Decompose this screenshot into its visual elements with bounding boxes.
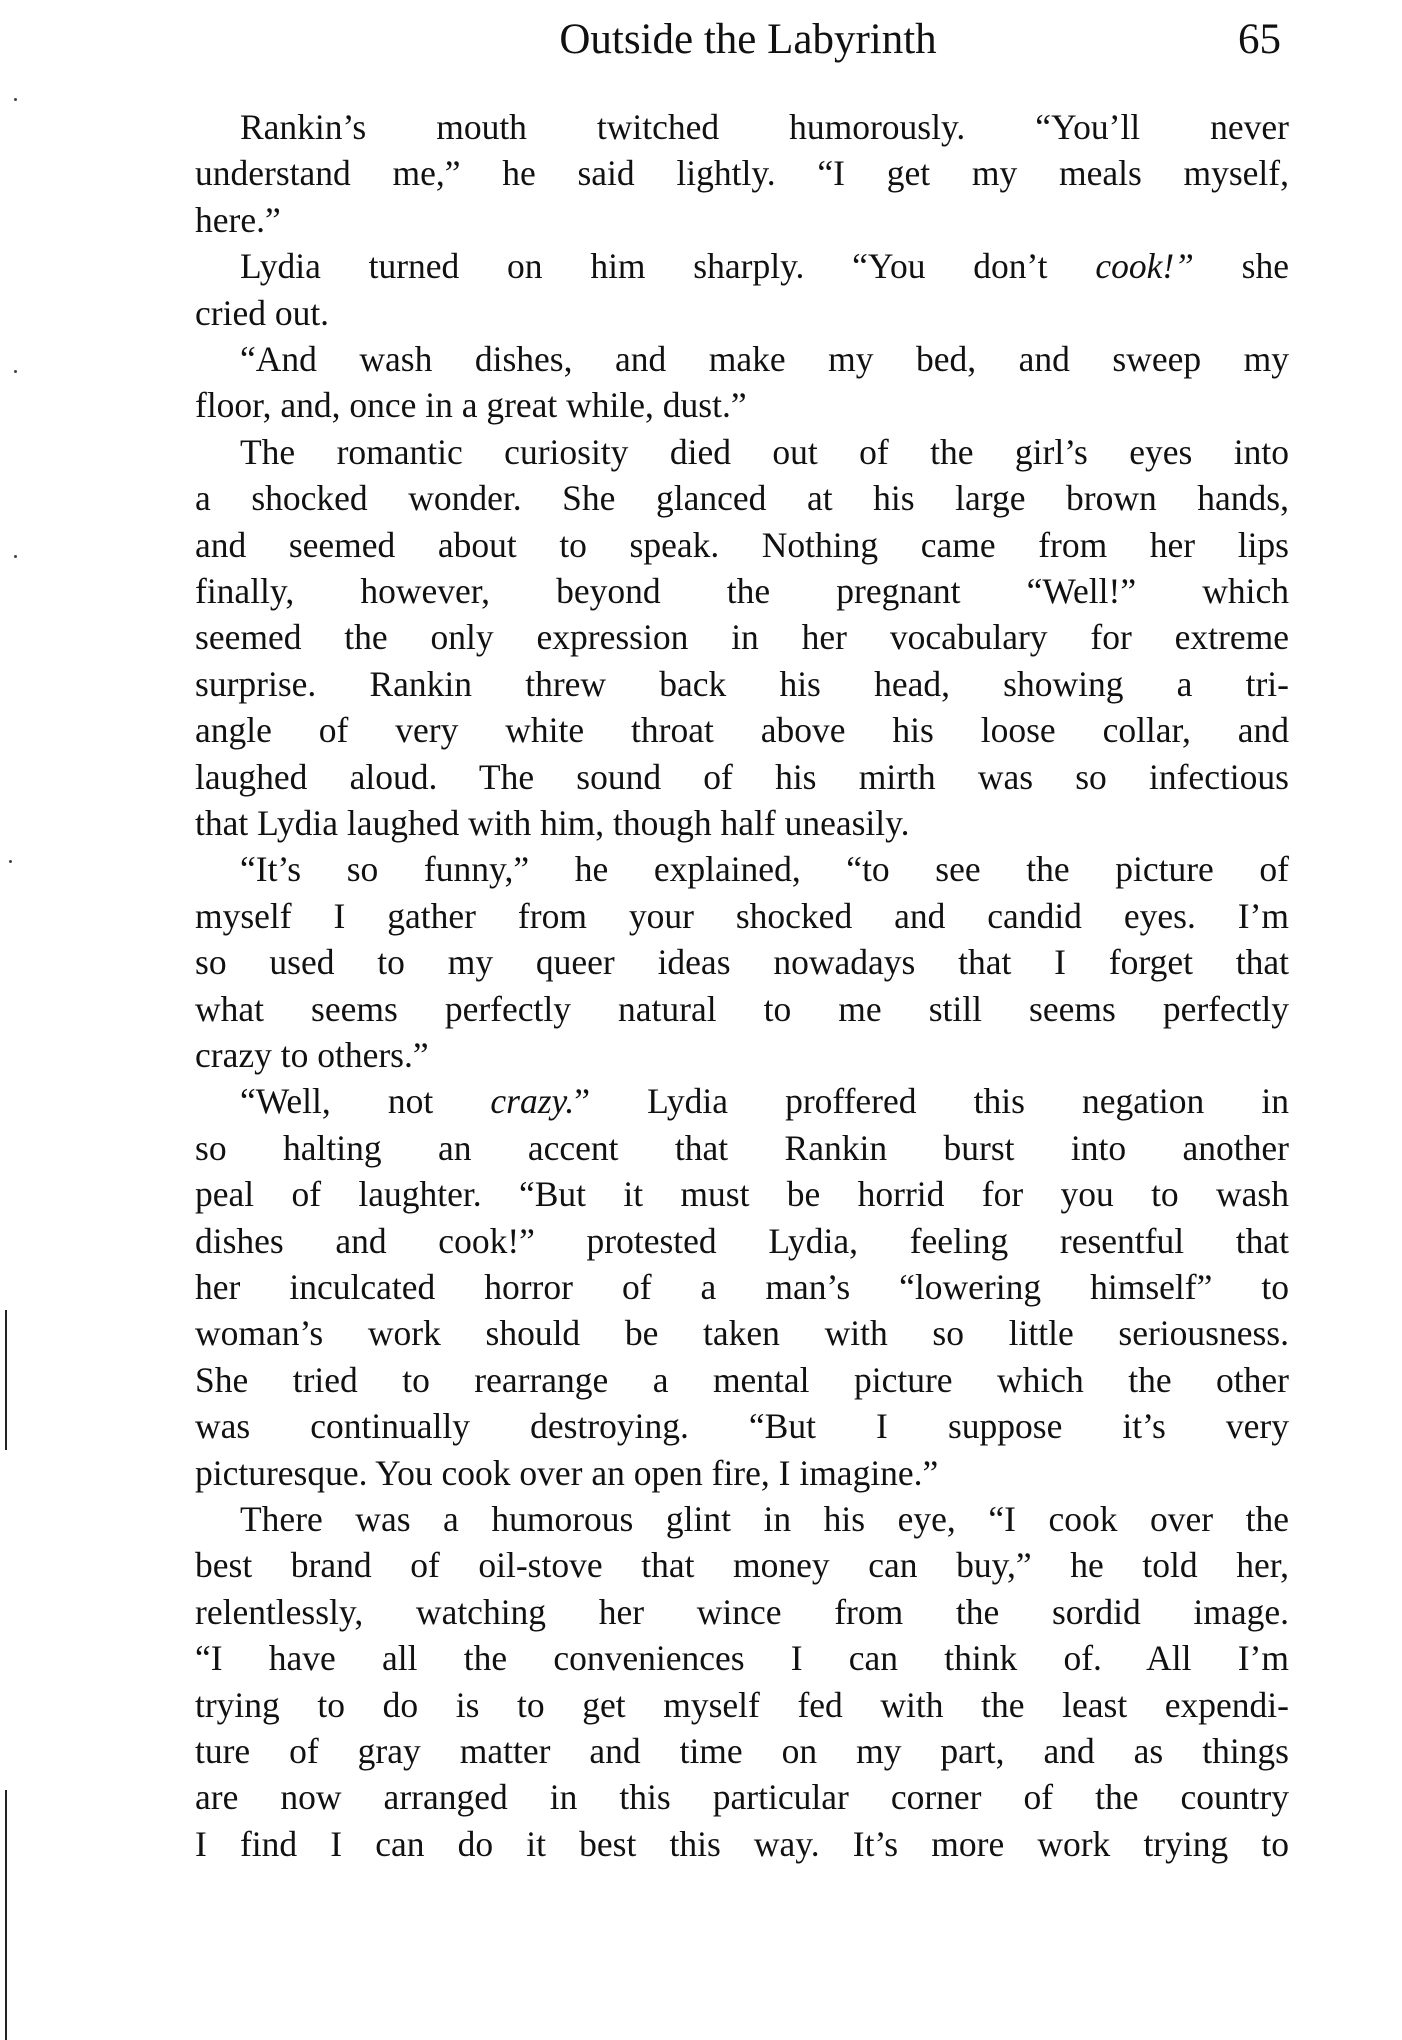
- text-line: so used to my queer ideas nowadays that I forget that: [195, 942, 1289, 983]
- margin-scan-edge: [5, 1310, 7, 1450]
- text-line: best brand of oil-stove that money can buy,” he told her,: [195, 1545, 1289, 1586]
- scan-speck: [9, 860, 12, 863]
- scan-speck: [14, 555, 17, 558]
- text-line: laughed aloud. The sound of his mirth was so infectious: [195, 756, 1289, 797]
- text-line: that Lydia laughed with him, though half uneasily.: [195, 803, 910, 843]
- text-line: was continually destroying. “But I suppose it’s very: [195, 1406, 1289, 1447]
- text-line: seemed the only expression in her vocabulary for extreme: [195, 617, 1289, 658]
- text-line: finally, however, beyond the pregnant “Well!” which: [195, 571, 1289, 611]
- text-line: are now arranged in this particular corner of the country: [195, 1777, 1289, 1818]
- text-line: surprise. Rankin threw back his head, showing a tri-: [195, 663, 1289, 704]
- text-line: trying to do is to get myself fed with the least expendi-: [195, 1684, 1289, 1725]
- text-line: floor, and, once in a great while, dust.”: [195, 385, 747, 426]
- text-line: “Well, not crazy.” Lydia proffered this negation in: [240, 1081, 1289, 1122]
- text-line: Rankin’s mouth twitched humorously. “You’ll never: [240, 107, 1289, 147]
- page-number: 65: [1238, 16, 1281, 63]
- text-line: Lydia turned on him sharply. “You don’t cook!” she: [240, 246, 1289, 287]
- text-line: crazy to others.”: [195, 1035, 429, 1075]
- margin-scan-edge: [5, 1790, 7, 2040]
- text-line: woman’s work should be taken with so little seriousness.: [195, 1313, 1289, 1354]
- text-line: dishes and cook!” protested Lydia, feeling resentful that: [195, 1220, 1289, 1261]
- text-line: and seemed about to speak. Nothing came from her lips: [195, 524, 1289, 565]
- scan-speck: [14, 370, 17, 373]
- text-line: She tried to rearrange a mental picture which the other: [195, 1359, 1289, 1400]
- text-line: “It’s so funny,” he explained, “to see the picture of: [240, 849, 1289, 890]
- italic-emphasis: cook!”: [1095, 246, 1194, 287]
- text-line: “I have all the conveniences I can think of. All I’m: [195, 1638, 1289, 1679]
- text-line: “And wash dishes, and make my bed, and sweep my: [240, 339, 1289, 379]
- text-line: relentlessly, watching her wince from the sordid image.: [195, 1591, 1289, 1632]
- text-line: There was a humorous glint in his eye, “I cook over the: [240, 1499, 1289, 1539]
- text-line: The romantic curiosity died out of the girl’s eyes into: [240, 431, 1289, 472]
- text-line: so halting an accent that Rankin burst into another: [195, 1127, 1289, 1168]
- text-line: her inculcated horror of a man’s “lowering himself” to: [195, 1267, 1289, 1307]
- scan-speck: [14, 98, 17, 101]
- text-line: picturesque. You cook over an open fire, I imagine.”: [195, 1452, 939, 1493]
- text-line: peal of laughter. “But it must be horrid for you to wash: [195, 1174, 1289, 1215]
- text-line: a shocked wonder. She glanced at his large brown hands,: [195, 478, 1289, 519]
- text-line: ture of gray matter and time on my part, and as things: [195, 1731, 1289, 1771]
- italic-emphasis: crazy.: [490, 1081, 575, 1122]
- text-line: myself I gather from your shocked and candid eyes. I’m: [195, 895, 1289, 936]
- running-header-title: Outside the Labyrinth: [559, 16, 937, 63]
- text-line: here.”: [195, 199, 281, 240]
- text-line: what seems perfectly natural to me still seems perfectly: [195, 988, 1289, 1029]
- text-line: I find I can do it best this way. It’s more work trying to: [195, 1823, 1289, 1864]
- text-line: cried out.: [195, 292, 330, 333]
- text-line: angle of very white throat above his loose collar, and: [195, 710, 1289, 751]
- text-line: understand me,” he said lightly. “I get my meals myself,: [195, 153, 1289, 194]
